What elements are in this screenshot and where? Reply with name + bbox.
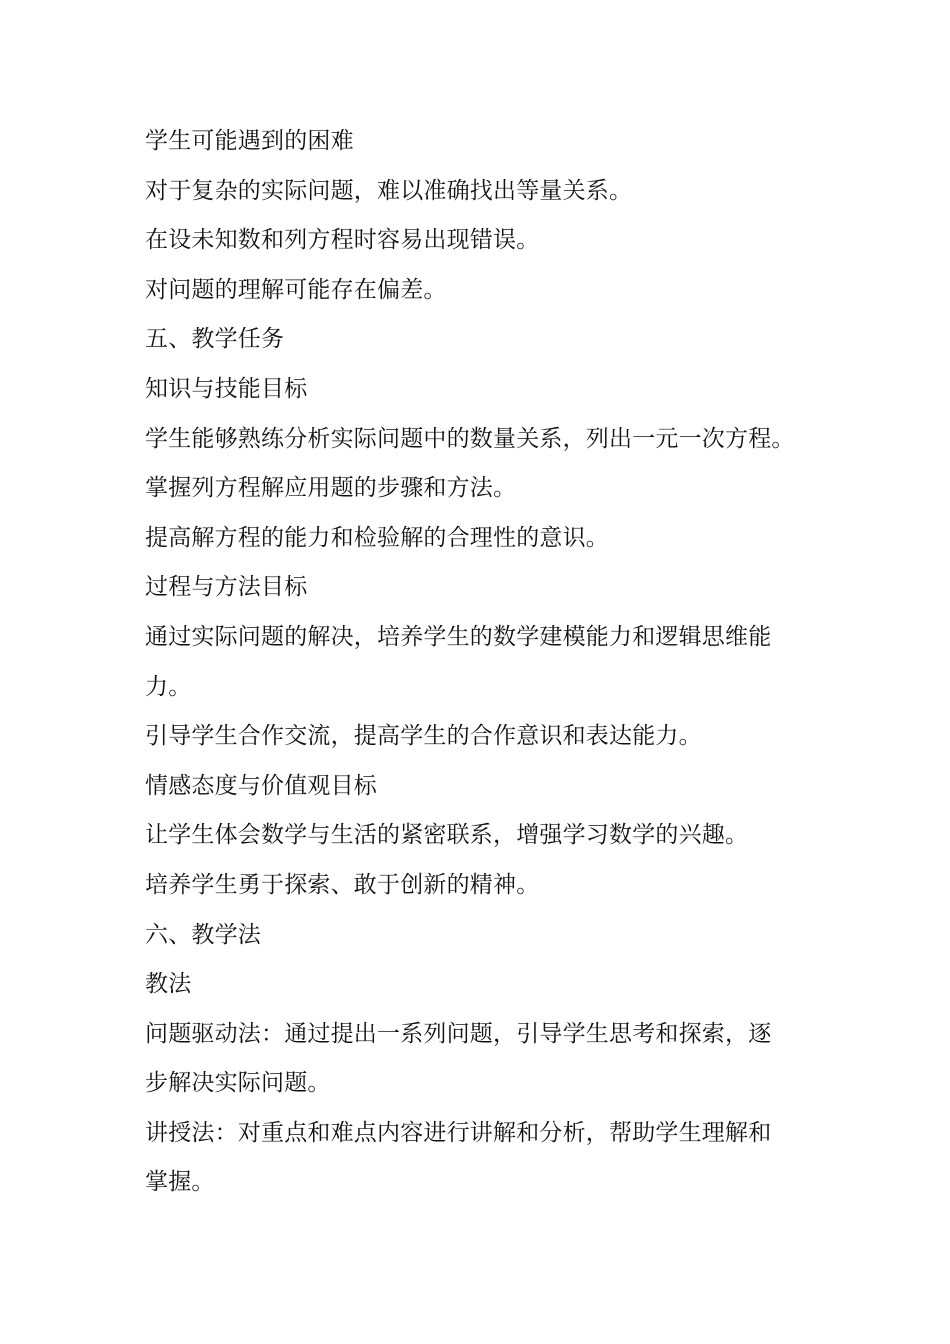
paragraph-line: 学生能够熟练分析实际问题中的数量关系，列出一元一次方程。 bbox=[145, 425, 795, 452]
subheading-process-methods: 过程与方法目标 bbox=[145, 574, 308, 601]
subheading-knowledge-skills: 知识与技能目标 bbox=[145, 375, 308, 402]
paragraph-line-continued: 力。 bbox=[145, 673, 192, 700]
paragraph-line: 培养学生勇于探索、敢于创新的精神。 bbox=[145, 871, 540, 898]
subheading-student-difficulties: 学生可能遇到的困难 bbox=[145, 128, 354, 154]
paragraph-line: 引导学生合作交流，提高学生的合作意识和表达能力。 bbox=[145, 723, 702, 750]
section-heading-teaching-methods: 六、教学法 bbox=[145, 921, 261, 948]
subheading-emotion-values: 情感态度与价值观目标 bbox=[145, 772, 377, 799]
paragraph-line: 通过实际问题的解决，培养学生的数学建模能力和逻辑思维能 bbox=[145, 623, 772, 650]
paragraph-line-continued: 掌握。 bbox=[145, 1169, 215, 1196]
paragraph-line: 讲授法：对重点和难点内容进行讲解和分析，帮助学生理解和 bbox=[145, 1119, 772, 1146]
paragraph-line: 掌握列方程解应用题的步骤和方法。 bbox=[145, 475, 517, 502]
paragraph-line: 问题驱动法：通过提出一系列问题，引导学生思考和探索，逐 bbox=[145, 1020, 772, 1047]
paragraph-line-continued: 步解决实际问题。 bbox=[145, 1070, 331, 1097]
document-body bbox=[145, 117, 815, 1208]
section-heading-teaching-tasks: 五、教学任务 bbox=[145, 326, 285, 353]
paragraph-line: 让学生体会数学与生活的紧密联系，增强学习数学的兴趣。 bbox=[145, 822, 749, 849]
paragraph-line: 在设未知数和列方程时容易出现错误。 bbox=[145, 227, 540, 254]
paragraph-line: 对于复杂的实际问题，难以准确找出等量关系。 bbox=[145, 177, 633, 204]
paragraph-line: 提高解方程的能力和检验解的合理性的意识。 bbox=[145, 524, 609, 551]
subheading-teaching-approach: 教法 bbox=[145, 971, 192, 998]
paragraph-line: 对问题的理解可能存在偏差。 bbox=[145, 276, 447, 303]
